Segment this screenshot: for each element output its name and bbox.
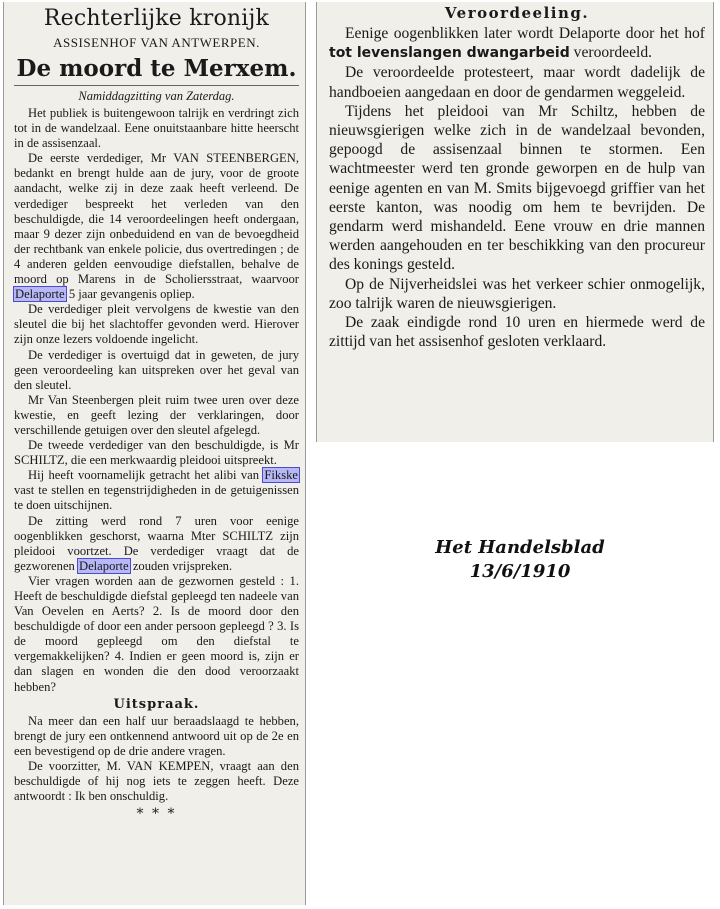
right-paragraph-1-text-end: veroordeeld. (573, 44, 653, 62)
article-headline: De moord te Merxem. (14, 55, 299, 86)
paragraph-4: De verdediger is overtuigd dat in geweten, de jury geen veroordeeling kan uitspreken over het geval van den sleutel. (14, 347, 299, 392)
section-title: Rechterlijke kronijk (43, 6, 270, 31)
paragraph-7 (14, 468, 299, 513)
paragraph-2 (14, 151, 299, 302)
right-article-column (316, 2, 714, 442)
highlighted-name: Delaporte (79, 558, 129, 573)
verdict-heading: Uitspraak. (113, 696, 200, 712)
court-name: ASSISENHOF VAN ANTWERPEN. (53, 35, 260, 50)
paragraph-8 (14, 514, 299, 574)
session-subhead: Namiddagzitting van Zaterdag. (78, 89, 235, 103)
paragraph-7-text: Hij heeft voornamelijk getracht het alibi van (28, 468, 260, 483)
paragraph-7-text-end: vast te stellen en tegenstrijdigheden in de getuigenissen te doen uitschijnen. (14, 483, 299, 513)
newspaper-name: Het Handelsblad (435, 537, 605, 558)
paragraph-6: De tweede verdediger van den beschuldigde, is Mr SCHILTZ, die een merkwaardig pleidooi uitspreekt. (14, 438, 299, 468)
paragraph-3: De verdediger pleit vervolgens de kwestie van den sleutel die bij het slachtoffer gevonden werd. Hierover zijn onze lezers voldoende ingelicht. (14, 302, 299, 347)
paragraph-5: Mr Van Steenbergen pleit ruim twee uren over deze kwestie, en geeft lezing der verklaringen, door verschillende getuigen over den sleutel afgelegd. (14, 392, 299, 437)
highlighted-name: Delaporte (15, 287, 65, 302)
source-caption (400, 536, 640, 584)
right-paragraph-1-text: Eenige oogenblikken later wordt Delaporte door het hof (345, 25, 705, 42)
left-article-column (3, 2, 306, 905)
paragraph-8-text-end: zouden vrijspreken. (132, 558, 233, 573)
publication-date: 13/6/1910 (469, 561, 571, 582)
right-paragraph-1 (329, 24, 705, 63)
paragraph-2-text: De eerste verdediger, Mr VAN STEENBERGEN, bedankt en brengt hulde aan de jury, voor de groote aandacht, welke zij in deze zaak heeft verleend. De verdediger bespreekt het verleden van den beschuldigde, die 14 veroordeelingen heeft ondergaan, maar 9 dezer zijn onbeduidend en van de bevoegdheid der rechtbank van enkele policie, dus overtredingen ; de 4 anderen gelden eenvoudige diefstallen, behalve de moord op Marens in de Scholiersstraat, waarvoor (14, 151, 299, 287)
paragraph-2-text-end: 5 jaar gevangenis opliep. (68, 287, 195, 302)
right-paragraph-5: De zaak eindigde rond 10 uren en hiermede werd de zittijd van het assisenhof gesloten verklaard. (329, 314, 705, 351)
paragraph-8-text: De zitting werd rond 7 uren voor eenige oogenblikken geschorst, waarna Mter SCHILTZ zijn pleidooi voortzet. De verdediger vraagt dat de gezworenen (14, 513, 299, 573)
sentence-phrase: tot levenslangen dwangarbeid (329, 45, 570, 62)
paragraph-10: Na meer dan een half uur beraadslaagd te hebben, brengt de jury een ontkennend antwoord uit op de 2e en een bevestigend op de drie andere vragen. (14, 713, 299, 758)
highlighted-name: Fikske (264, 468, 298, 483)
paragraph-9: Vier vragen worden aan de gezwornen gesteld : 1. Heeft de beschuldigde diefstal gepleegd ten nadeele van Van Oevelen en Aerts? 2. Is de moord door den beschuldigde of door een ander persoon gepleegd ? 3. Is de moord gepleegd om den diefstal te vergemakkelijken? 4. Indien er geen moord is, zijn er dan slagen en wonden die den dood veroorzaakt hebben? (14, 573, 299, 694)
right-paragraph-4: Op de Nijverheidslei was het verkeer schier onmogelijk, zoo talrijk waren de nieuwsgierigen. (329, 275, 705, 312)
right-paragraph-3: Tijdens het pleidooi van Mr Schiltz, hebben de nieuwsgierigen welke zich in de wandelzaal bevonden, gepoogd de assisenzaal binnen te stormen. Een wachtmeester werd ten gronde geworpen en de hulp van eenige agenten en van M. Smits bijgevoegd griffier van het eerste kanton, was noodig om hem te bevrijden. De gendarm werd mishandeld. Eene vrouw en drie mannen werden aangehouden en ter beschikking van den procureur des konings gesteld. (329, 102, 705, 274)
right-paragraph-2: De veroordeelde protesteert, maar wordt dadelijk de handboeien aangedaan en door de gendarmen weggeleid. (329, 64, 705, 101)
paragraph-1: Het publiek is buitengewoon talrijk en verdringt zich tot in de wandelzaal. Eene onuitstaanbare hitte heerscht in de assisenzaal. (14, 106, 299, 151)
sentence-heading: Veroordeeling. (444, 4, 590, 22)
paragraph-11: De voorzitter, M. VAN KEMPEN, vraagt aan den beschuldigde of hij nog iets te zeggen heeft. Deze antwoordt : Ik ben onschuldig. (14, 758, 299, 804)
separator-stars: * * * (136, 806, 177, 823)
